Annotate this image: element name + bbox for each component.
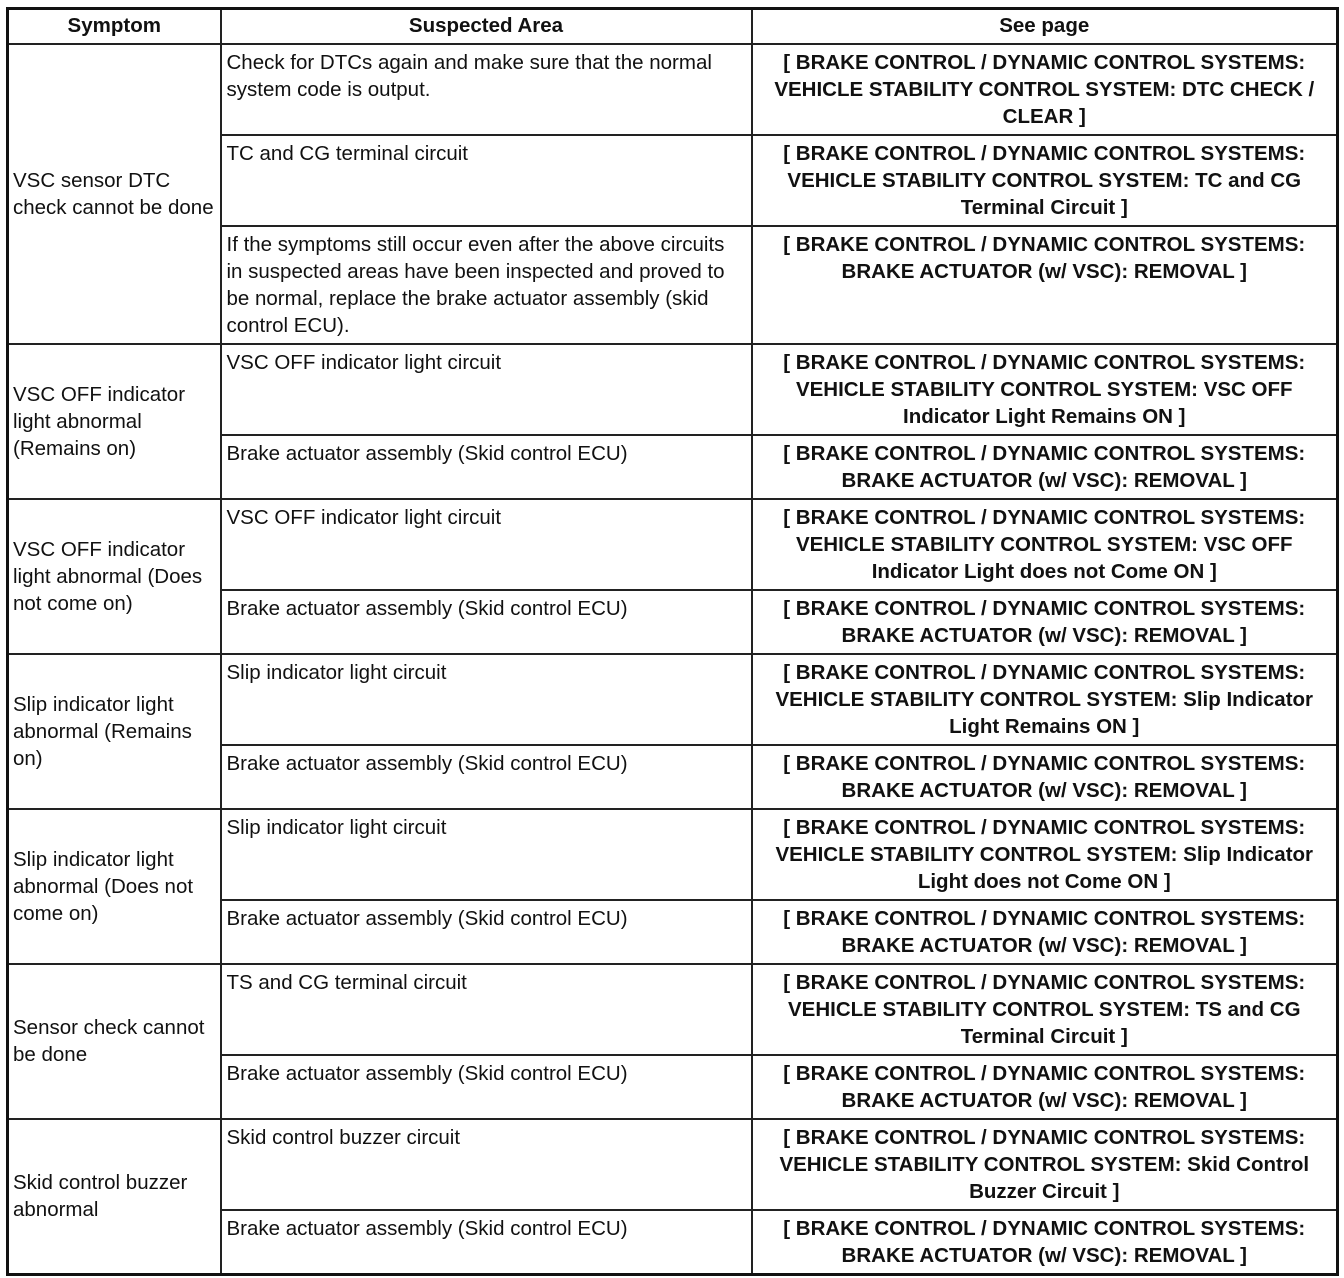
symptom-cell: VSC sensor DTC check cannot be done <box>8 44 221 344</box>
suspected-area-cell: If the symptoms still occur even after the above circuits in suspected areas have been inspected and proved to be normal, replace the brake actuator assembly (skid control ECU). <box>221 226 752 344</box>
suspected-area-cell: Brake actuator assembly (Skid control ECU) <box>221 590 752 654</box>
table-row <box>8 44 1338 135</box>
suspected-area-cell: Brake actuator assembly (Skid control ECU) <box>221 435 752 499</box>
table-row <box>8 809 1338 900</box>
suspected-area-cell: Check for DTCs again and make sure that the normal system code is output. <box>221 44 752 135</box>
symptom-cell: Slip indicator light abnormal (Remains on) <box>8 654 221 809</box>
see-page-link[interactable]: [ BRAKE CONTROL / DYNAMIC CONTROL SYSTEMS: VEHICLE STABILITY CONTROL SYSTEM: Skid Control Buzzer Circuit ] <box>752 1119 1338 1210</box>
table-row <box>8 499 1338 590</box>
symptom-cell: VSC OFF indicator light abnormal (Remains on) <box>8 344 221 499</box>
see-page-link[interactable]: [ BRAKE CONTROL / DYNAMIC CONTROL SYSTEMS: VEHICLE STABILITY CONTROL SYSTEM: Slip Indicator Light Remains ON ] <box>752 654 1338 745</box>
symptom-cell: Skid control buzzer abnormal <box>8 1119 221 1275</box>
table-row <box>8 654 1338 745</box>
see-page-link[interactable]: [ BRAKE CONTROL / DYNAMIC CONTROL SYSTEMS: BRAKE ACTUATOR (w/ VSC): REMOVAL ] <box>752 1210 1338 1275</box>
suspected-area-cell: Slip indicator light circuit <box>221 809 752 900</box>
suspected-area-cell: Brake actuator assembly (Skid control ECU) <box>221 1210 752 1275</box>
header-see-page: See page <box>752 9 1338 44</box>
see-page-link[interactable]: [ BRAKE CONTROL / DYNAMIC CONTROL SYSTEMS: BRAKE ACTUATOR (w/ VSC): REMOVAL ] <box>752 435 1338 499</box>
symptom-cell: Sensor check cannot be done <box>8 964 221 1119</box>
see-page-link[interactable]: [ BRAKE CONTROL / DYNAMIC CONTROL SYSTEMS: BRAKE ACTUATOR (w/ VSC): REMOVAL ] <box>752 226 1338 344</box>
suspected-area-cell: Brake actuator assembly (Skid control ECU) <box>221 1055 752 1119</box>
symptom-cell: Slip indicator light abnormal (Does not come on) <box>8 809 221 964</box>
symptom-cell: VSC OFF indicator light abnormal (Does not come on) <box>8 499 221 654</box>
see-page-link[interactable]: [ BRAKE CONTROL / DYNAMIC CONTROL SYSTEMS: VEHICLE STABILITY CONTROL SYSTEM: TS and CG Terminal Circuit ] <box>752 964 1338 1055</box>
header-row <box>8 9 1338 44</box>
see-page-link[interactable]: [ BRAKE CONTROL / DYNAMIC CONTROL SYSTEMS: VEHICLE STABILITY CONTROL SYSTEM: VSC OFF Indicator Light does not Come ON ] <box>752 499 1338 590</box>
table-row <box>8 1119 1338 1210</box>
suspected-area-cell: VSC OFF indicator light circuit <box>221 499 752 590</box>
see-page-link[interactable]: [ BRAKE CONTROL / DYNAMIC CONTROL SYSTEMS: BRAKE ACTUATOR (w/ VSC): REMOVAL ] <box>752 1055 1338 1119</box>
header-symptom: Symptom <box>8 9 221 44</box>
see-page-link[interactable]: [ BRAKE CONTROL / DYNAMIC CONTROL SYSTEMS: BRAKE ACTUATOR (w/ VSC): REMOVAL ] <box>752 745 1338 809</box>
suspected-area-cell: Skid control buzzer circuit <box>221 1119 752 1210</box>
suspected-area-cell: Brake actuator assembly (Skid control ECU) <box>221 745 752 809</box>
see-page-link[interactable]: [ BRAKE CONTROL / DYNAMIC CONTROL SYSTEMS: BRAKE ACTUATOR (w/ VSC): REMOVAL ] <box>752 900 1338 964</box>
suspected-area-cell: TC and CG terminal circuit <box>221 135 752 226</box>
see-page-link[interactable]: [ BRAKE CONTROL / DYNAMIC CONTROL SYSTEMS: VEHICLE STABILITY CONTROL SYSTEM: Slip Indicator Light does not Come ON ] <box>752 809 1338 900</box>
table-row <box>8 344 1338 435</box>
see-page-link[interactable]: [ BRAKE CONTROL / DYNAMIC CONTROL SYSTEMS: VEHICLE STABILITY CONTROL SYSTEM: DTC CHECK / CLEAR ] <box>752 44 1338 135</box>
suspected-area-cell: VSC OFF indicator light circuit <box>221 344 752 435</box>
table-row <box>8 964 1338 1055</box>
see-page-link[interactable]: [ BRAKE CONTROL / DYNAMIC CONTROL SYSTEMS: BRAKE ACTUATOR (w/ VSC): REMOVAL ] <box>752 590 1338 654</box>
suspected-area-cell: TS and CG terminal circuit <box>221 964 752 1055</box>
troubleshooting-table <box>6 7 1339 1276</box>
see-page-link[interactable]: [ BRAKE CONTROL / DYNAMIC CONTROL SYSTEMS: VEHICLE STABILITY CONTROL SYSTEM: TC and CG Terminal Circuit ] <box>752 135 1338 226</box>
suspected-area-cell: Brake actuator assembly (Skid control ECU) <box>221 900 752 964</box>
suspected-area-cell: Slip indicator light circuit <box>221 654 752 745</box>
header-suspected-area: Suspected Area <box>221 9 752 44</box>
see-page-link[interactable]: [ BRAKE CONTROL / DYNAMIC CONTROL SYSTEMS: VEHICLE STABILITY CONTROL SYSTEM: VSC OFF Indicator Light Remains ON ] <box>752 344 1338 435</box>
